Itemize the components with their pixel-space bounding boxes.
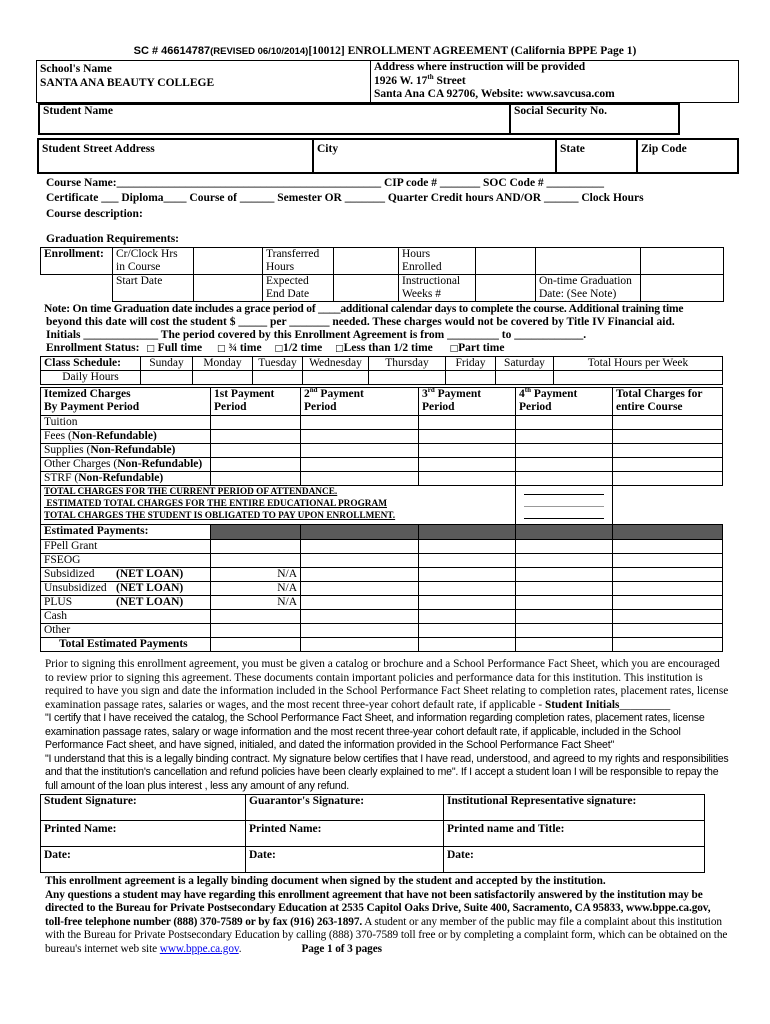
checkbox-icon: □ xyxy=(274,344,283,354)
period3-header: 3rd Payment Period xyxy=(419,388,516,416)
amount-field[interactable] xyxy=(301,444,419,458)
student-date-field[interactable]: Date: xyxy=(41,847,246,873)
end-date-field[interactable] xyxy=(334,275,399,302)
amount-field[interactable] xyxy=(211,540,301,554)
amount-field[interactable] xyxy=(419,568,516,582)
day-monday: Monday xyxy=(193,357,253,371)
amount-field[interactable] xyxy=(613,430,723,444)
amount-field[interactable] xyxy=(516,638,613,652)
amount-field[interactable] xyxy=(516,430,613,444)
payment-label: PLUS (NET LOAN) xyxy=(41,596,211,610)
totals-labels xyxy=(41,486,516,525)
estimated-total-label: ESTIMATED TOTAL CHARGES FOR THE ENTIRE EDUCATIONAL PROGRAM xyxy=(44,499,388,509)
amount-field[interactable] xyxy=(419,554,516,568)
page-number: Page 1 of 3 pages xyxy=(301,942,382,955)
amount-field[interactable] xyxy=(419,444,516,458)
total-payments-row xyxy=(41,638,723,652)
period4-header: 4th Payment Period xyxy=(516,388,613,416)
enrollment-status xyxy=(46,342,504,356)
hours-enrolled-field[interactable] xyxy=(476,248,536,275)
totals-row xyxy=(41,486,723,525)
charge-row-fees xyxy=(41,430,723,444)
total-hours-label: Total Hours per Week xyxy=(554,357,723,371)
graduation-date-label: On-time Graduation Date: (See Note) xyxy=(536,275,641,302)
charge-label: Fees (Non-Refundable) xyxy=(41,430,211,444)
signature-table xyxy=(40,794,705,873)
day-tuesday: Tuesday xyxy=(253,357,303,371)
enrollment-table xyxy=(40,247,724,302)
payment-row xyxy=(41,540,723,554)
checkbox-icon: □ xyxy=(449,344,459,354)
payment-row xyxy=(41,554,723,568)
payment-row xyxy=(41,624,723,638)
address-line2: Santa Ana CA 92706, Website: www.savcusa.com xyxy=(374,88,615,100)
status-part-time[interactable]: □Part time xyxy=(449,342,505,354)
student-printed-name-field[interactable]: Printed Name: xyxy=(41,821,246,847)
amount-field[interactable] xyxy=(419,540,516,554)
state-label: State xyxy=(560,143,585,155)
payment-row xyxy=(41,568,723,582)
state-field[interactable] xyxy=(556,139,637,173)
period2-header: 2nd Payment Period xyxy=(301,388,419,416)
day-sunday: Sunday xyxy=(141,357,193,371)
charge-label: Other Charges (Non-Refundable) xyxy=(41,458,211,472)
amount-field[interactable] xyxy=(613,444,723,458)
ssn-field[interactable] xyxy=(510,104,679,134)
date-row xyxy=(41,847,705,873)
amount-field[interactable] xyxy=(613,540,723,554)
amount-field[interactable] xyxy=(419,596,516,610)
revision-date: (REVISED 06/10/2014) xyxy=(210,46,309,57)
amount-field[interactable] xyxy=(211,624,301,638)
blank-cell xyxy=(641,248,724,275)
printed-name-row xyxy=(41,821,705,847)
transferred-hours-label: Transferred Hours xyxy=(263,248,334,275)
amount-field[interactable] xyxy=(301,458,419,472)
title-text: [10012] ENROLLMENT AGREEMENT (California BPPE Page 1) xyxy=(308,45,637,57)
certification-statement: "I certify that I have received the catalog, the School Performance Fact Sheet, and information regarding completion rates, placement rates, license examination passage rates, salary or wage information and the most recent three-year cohort default rate, if applicable, included in the School Performance Fact sheet, and have signed, initialed, and dated the information provided in the School Performance Fact Sheet" xyxy=(45,712,705,751)
amount-field[interactable] xyxy=(419,638,516,652)
amount-field[interactable] xyxy=(211,554,301,568)
clock-hours-label: Cr/Clock Hrs in Course xyxy=(113,248,194,275)
amount-field[interactable] xyxy=(516,472,613,486)
representative-name-title-field[interactable]: Printed name and Title: xyxy=(444,821,705,847)
charge-row-strf xyxy=(41,472,723,486)
daily-hours-row xyxy=(41,371,723,385)
total-obligated-label: TOTAL CHARGES THE STUDENT IS OBLIGATED TO PAY UPON ENROLLMENT. xyxy=(44,511,396,521)
amount-field[interactable] xyxy=(211,472,301,486)
city-field[interactable] xyxy=(313,139,556,173)
amount-field[interactable] xyxy=(419,624,516,638)
student-initials-label: Student Initials xyxy=(544,698,620,711)
school-name-label: School's Name xyxy=(40,63,112,75)
amount-field[interactable] xyxy=(516,596,613,610)
amount-field[interactable] xyxy=(516,416,613,430)
binding-statement: This enrollment agreement is a legally binding document when signed by the student and accepted by the institution. xyxy=(45,875,606,887)
charge-label: Tuition xyxy=(41,416,211,430)
payment-label: Other xyxy=(41,624,211,638)
hours-field[interactable] xyxy=(193,371,253,385)
guarantor-date-field[interactable]: Date: xyxy=(246,847,444,873)
amount-field[interactable] xyxy=(613,582,723,596)
amount-field[interactable] xyxy=(516,610,613,624)
enrollment-label: Enrollment: xyxy=(41,248,113,275)
student-name-field[interactable] xyxy=(39,104,510,134)
student-signature-field[interactable]: Student Signature: xyxy=(41,795,246,821)
schedule-header-row xyxy=(41,357,723,371)
lower-section xyxy=(40,658,730,956)
city-label: City xyxy=(317,143,339,155)
amount-field[interactable] xyxy=(613,472,723,486)
daily-hours-label: Daily Hours xyxy=(41,371,141,385)
amount-field[interactable] xyxy=(516,554,613,568)
amount-field[interactable] xyxy=(613,638,723,652)
amount-field[interactable] xyxy=(211,458,301,472)
amount-field[interactable] xyxy=(613,610,723,624)
student-initials-field[interactable]: _________ xyxy=(619,698,671,711)
amount-field[interactable]: N/A xyxy=(211,568,301,582)
total-charges-header: Total Charges for entire Course xyxy=(613,388,723,416)
amount-field[interactable] xyxy=(613,624,723,638)
hours-field[interactable] xyxy=(496,371,554,385)
amount-field[interactable] xyxy=(301,554,419,568)
amount-field[interactable] xyxy=(419,430,516,444)
day-wednesday: Wednesday xyxy=(303,357,369,371)
hours-field[interactable] xyxy=(253,371,303,385)
street-label: Student Street Address xyxy=(42,143,155,155)
student-name-label: Student Name xyxy=(43,105,113,117)
status-less-than-half[interactable]: □Less than 1/2 time xyxy=(335,342,433,354)
instructional-weeks-label: Instructional Weeks # xyxy=(399,275,476,302)
amount-field[interactable] xyxy=(301,582,419,596)
checkbox-icon: □ xyxy=(146,344,155,354)
charge-row-tuition xyxy=(41,416,723,430)
class-schedule-table xyxy=(40,356,723,385)
grace-period-note: Note: On time Graduation date includes a grace period of ____additional calendar days to complete the course. Additional training time xyxy=(44,303,684,315)
guarantor-signature-field[interactable]: Guarantor's Signature: xyxy=(246,795,444,821)
day-thursday: Thursday xyxy=(369,357,446,371)
street-address-field[interactable] xyxy=(38,139,313,173)
payment-row xyxy=(41,610,723,624)
amount-field[interactable] xyxy=(301,638,419,652)
course-name-line[interactable]: Course Name:______________________________________________ CIP code # _______ SOC Code # __________ xyxy=(46,177,605,189)
amount-field[interactable] xyxy=(613,458,723,472)
school-address-cell xyxy=(371,61,739,103)
instructional-weeks-field[interactable] xyxy=(476,275,536,302)
amount-field[interactable] xyxy=(516,458,613,472)
end-date-label: Expected End Date xyxy=(263,275,334,302)
payment-label: FPell Grant xyxy=(41,540,211,554)
signature-row xyxy=(41,795,705,821)
enrollment-status-label: Enrollment Status: xyxy=(46,342,140,354)
amount-field[interactable] xyxy=(516,444,613,458)
address-line1: 1926 W. 17th Street xyxy=(374,72,466,87)
checkbox-icon: □ xyxy=(216,344,226,354)
representative-signature-field[interactable]: Institutional Representative signature: xyxy=(444,795,705,821)
total-hours-field[interactable] xyxy=(554,371,723,385)
payment-row xyxy=(41,582,723,596)
amount-field[interactable]: N/A xyxy=(211,596,301,610)
course-description-label: Course description: xyxy=(46,208,143,220)
amount-field[interactable] xyxy=(211,638,301,652)
amount-field[interactable] xyxy=(211,416,301,430)
clock-hours-field[interactable] xyxy=(194,248,263,275)
amount-field[interactable] xyxy=(613,416,723,430)
charge-label: Supplies (Non-Refundable) xyxy=(41,444,211,458)
amount-field[interactable] xyxy=(211,610,301,624)
amount-field[interactable] xyxy=(516,568,613,582)
amount-field[interactable] xyxy=(613,554,723,568)
status-full-time[interactable]: □ Full time xyxy=(146,342,203,354)
total-current-period-label: TOTAL CHARGES FOR THE CURRENT PERIOD OF ATTENDANCE. xyxy=(44,487,338,497)
initials-period-line[interactable]: Initials _____________ The period covered by this Enrollment Agreement is from _________ to ____________. xyxy=(46,329,587,341)
amount-field[interactable] xyxy=(301,596,419,610)
school-name: SANTA ANA BEAUTY COLLEGE xyxy=(40,77,215,89)
estimated-total-field[interactable] xyxy=(524,506,604,507)
status-half-time[interactable]: □1/2 time xyxy=(274,342,323,354)
payment-label: Cash xyxy=(41,610,211,624)
school-name-cell xyxy=(37,61,371,103)
representative-date-field[interactable]: Date: xyxy=(444,847,705,873)
empty-cell xyxy=(41,275,113,302)
graduation-date-field[interactable] xyxy=(641,275,724,302)
amount-field[interactable] xyxy=(211,444,301,458)
hours-field[interactable] xyxy=(303,371,369,385)
start-date-field[interactable] xyxy=(194,275,263,302)
charge-row-other xyxy=(41,458,723,472)
address-label: Address where instruction will be provided xyxy=(374,61,586,73)
charges-header-row xyxy=(41,388,723,416)
zip-field[interactable] xyxy=(637,139,738,173)
amount-field[interactable] xyxy=(419,416,516,430)
total-payments-label: Total Estimated Payments xyxy=(41,638,211,652)
school-info-table xyxy=(36,60,739,103)
hours-field[interactable] xyxy=(369,371,446,385)
day-saturday: Saturday xyxy=(496,357,554,371)
amount-field[interactable] xyxy=(301,568,419,582)
charge-row-supplies xyxy=(41,444,723,458)
blank-cell xyxy=(536,248,641,275)
additional-cost-note: beyond this date will cost the student $ _____ per _______ needed. These charges would not be covered by Title IV Financial aid. xyxy=(46,316,675,328)
payment-label: FSEOG xyxy=(41,554,211,568)
amount-field[interactable] xyxy=(419,458,516,472)
amount-field[interactable] xyxy=(516,624,613,638)
payment-label: Subsidized (NET LOAN) xyxy=(41,568,211,582)
payment-row xyxy=(41,596,723,610)
contract-statement: "I understand that this is a legally binding contract. My signature below certifies that I have read, understood, and agreed to my rights and responsibilities and that the institution's cancellation and refund policies have been clearly explained to me". If I accept a student loan I will be responsible to repay the full amount of the loan plus interest , less any amount of any refund. xyxy=(45,752,729,792)
status-three-quarter[interactable]: □ ¾ time xyxy=(216,342,262,354)
period1-header: 1st Payment Period xyxy=(211,388,301,416)
student-address-table xyxy=(37,138,739,174)
total-obligated-field[interactable] xyxy=(524,518,604,519)
amount-field[interactable] xyxy=(211,430,301,444)
hours-field[interactable] xyxy=(446,371,496,385)
amount-field[interactable] xyxy=(613,568,723,582)
bppe-contact-paragraph: Any questions a student may have regarding this enrollment agreement that have not been satisfactorily answered by the institution may be directed to the Bureau for Private Postsecondary Education at 2535 Capitol Oaks Drive, Suite 400, Sacramento, CA 95833, www.bppe.ca.gov, toll-free telephone number (888) 370-7589 or by fax (916) 263-1897. A student or any member of the public may file a complaint about this institution with the Bureau for Private Postsecondary Education by calling (888) 370-7589 toll free or by completing a complaint form, which can be obtained on the bureau's internet web site www.bppe.ca.gov. Page 1 of 3 pages xyxy=(45,888,728,955)
page-title xyxy=(0,45,770,58)
class-schedule-label: Class Schedule: xyxy=(41,357,141,371)
amount-field[interactable] xyxy=(301,540,419,554)
amount-field[interactable] xyxy=(301,624,419,638)
hours-field[interactable] xyxy=(141,371,193,385)
zip-label: Zip Code xyxy=(641,143,687,155)
ssn-label: Social Security No. xyxy=(514,105,607,117)
day-friday: Friday xyxy=(446,357,496,371)
enrollment-row xyxy=(41,275,724,302)
totals-fields xyxy=(516,486,613,525)
empty-cell xyxy=(613,486,723,525)
charge-label: STRF (Non-Refundable) xyxy=(41,472,211,486)
bppe-website-link[interactable]: www.bppe.ca.gov xyxy=(159,942,239,955)
amount-field[interactable] xyxy=(419,610,516,624)
amount-field[interactable] xyxy=(301,430,419,444)
form-number: SC # 46614787 xyxy=(133,45,211,57)
checkbox-icon: □ xyxy=(335,344,344,354)
amount-field[interactable] xyxy=(301,610,419,624)
total-current-field[interactable] xyxy=(524,494,604,495)
amount-field[interactable] xyxy=(516,540,613,554)
amount-field[interactable] xyxy=(419,472,516,486)
estimated-payments-label: Estimated Payments: xyxy=(41,525,211,540)
amount-field[interactable]: N/A xyxy=(211,582,301,596)
student-name-table xyxy=(38,103,680,135)
hours-enrolled-label: Hours Enrolled xyxy=(399,248,476,275)
credential-line[interactable]: Certificate ___ Diploma____ Course of ______ Semester OR _______ Quarter Credit hours AND/OR ______ Clock Hours xyxy=(46,192,644,204)
amount-field[interactable] xyxy=(516,582,613,596)
payments-header-row xyxy=(41,525,723,540)
graduation-requirements-label: Graduation Requirements: xyxy=(46,233,179,245)
disclosure-paragraph: Prior to signing this enrollment agreement, you must be given a catalog or brochure and a School Performance Fact Sheet, which you are encouraged to review prior to signing this agreement. These documents contain important policies and performance data for this institution. This institution is required to have you sign and date the information included in the School Performance Fact Sheet relating to completion rates, placement rates, license examination passage rates, salaries or wages, and the most recent three-year cohort default rate, if applicable - Student Initials_________ xyxy=(45,658,729,711)
amount-field[interactable] xyxy=(613,596,723,610)
itemized-charges-table xyxy=(40,387,723,652)
amount-field[interactable] xyxy=(301,472,419,486)
enrollment-row xyxy=(41,248,724,275)
guarantor-printed-name-field[interactable]: Printed Name: xyxy=(246,821,444,847)
transferred-hours-field[interactable] xyxy=(334,248,399,275)
amount-field[interactable] xyxy=(419,582,516,596)
amount-field[interactable] xyxy=(301,416,419,430)
itemized-charges-header: Itemized Charges By Payment Period xyxy=(41,388,211,416)
start-date-label: Start Date xyxy=(113,275,194,302)
payment-label: Unsubsidized (NET LOAN) xyxy=(41,582,211,596)
